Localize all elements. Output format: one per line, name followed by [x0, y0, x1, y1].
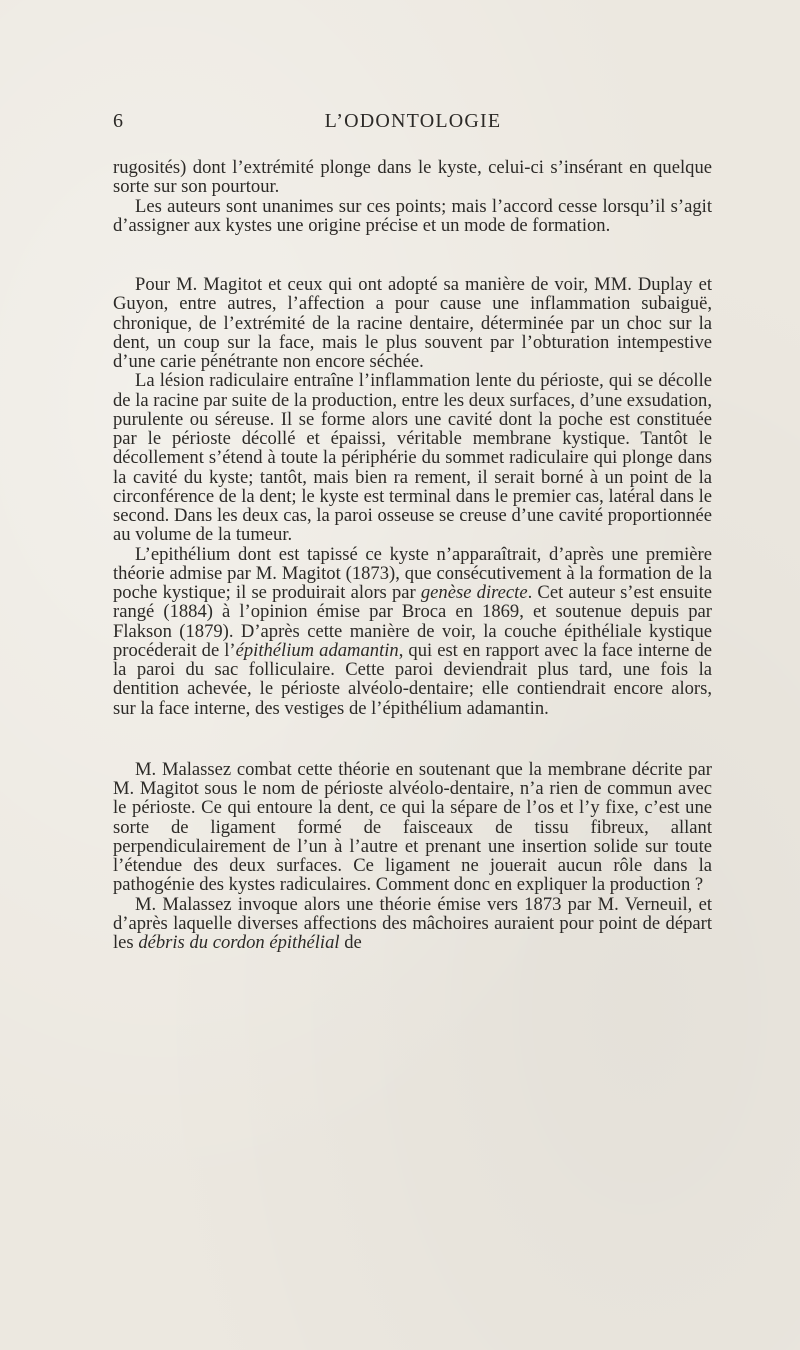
page-number: 6 — [113, 110, 124, 132]
text-run: L’epithélium dont est tapissé ce kyste n’apparaîtrait, d’après une première théorie admise par M. Magitot (1873), que consécutivement à la formation de la poche kystique; il se produirait alors par — [113, 543, 712, 603]
section-gap — [113, 235, 712, 275]
text-run: M. Malassez invoque alors une théorie émise vers 1873 par M. Verneuil, et d’après laquelle diverses affections des mâchoires auraient pour point de départ les — [113, 893, 712, 953]
running-head — [113, 110, 713, 138]
paragraph — [113, 895, 712, 953]
paragraph: La lésion radiculaire entraîne l’inflammation lente du périoste, qui se décolle de la racine par suite de la production, entre les deux surfaces, d’une exsudation, purulente ou séreuse. Il se forme alors une cavité dont la poche est constituée par le périoste décollé et épaissi, véritable membrane kystique. Tantôt le décollement s’étend à toute la périphérie du sommet radiculaire qui plonge dans la cavité du kyste; tantôt, mais bien ra rement, il serait borné à un point de la circonférence de la dent; le kyste est terminal dans le premier cas, latéral dans le second. Dans les deux cas, la paroi osseuse se creuse d’une cavité proportionnée au volume de la tumeur. — [113, 370, 712, 546]
italic-term: genèse directe — [420, 582, 528, 603]
paragraph-continuation: rugosités) dont l’extrémité plonge dans le kyste, celui-ci s’insérant en quelque sorte sur son pourtour. — [113, 157, 712, 198]
text-run: . Cet auteur s’est ensuite rangé (1884) à l’opinion émise par Broca en 1869, et soutenue depuis par Flakson (1879). D’après cette manière de voir, la couche épithéliale kystique procéderait de l’ — [113, 582, 712, 661]
paragraph — [113, 545, 712, 718]
text-run: de — [339, 932, 362, 953]
section-gap — [113, 718, 712, 760]
paragraph: Pour M. Magitot et ceux qui ont adopté sa manière de voir, MM. Duplay et Guyon, entre autres, l’affection a pour cause une inflammation subaiguë, chronique, de l’extrémité de la racine dentaire, déterminée par un choc sur la dent, un coup sur la face, mais le plus souvent par l’obturation intempestive d’une carie pénétrante non encore séchée. — [113, 274, 712, 372]
body-text — [113, 158, 712, 952]
paragraph: M. Malassez combat cette théorie en soutenant que la membrane décrite par M. Magitot sous le nom de périoste alvéolo-dentaire, n’a rien de commun avec le périoste. Ce qui entoure la dent, ce qui la sépare de l’os et l’y fixe, c’est une sorte de ligament formé de faisceaux de tissu fibreux, allant perpendiculairement de l’un à l’autre et prenant une insertion solide sur toute l’étendue des deux surfaces. Ce ligament ne jouerait aucun rôle dans la pathogénie des kystes radiculaires. Comment donc en expliquer la production ? — [113, 758, 712, 896]
text-run: , qui est en rapport avec la face interne de la paroi du sac folliculaire. Cette paroi deviendrait plus tard, une fois la dentition achevée, le périoste alvéolo-dentaire; elle contiendrait encore alors, sur la face interne, des vestiges de l’épithélium adamantin. — [113, 639, 712, 719]
italic-term: débris du cordon épithélial — [138, 932, 340, 953]
paragraph: Les auteurs sont unanimes sur ces points; mais l’accord cesse lorsqu’il s’agit d’assigner aux kystes une origine précise et un mode de formation. — [113, 195, 712, 236]
journal-title: L’ODONTOLOGIE — [324, 110, 502, 132]
italic-term: épithélium adamantin — [235, 639, 399, 661]
